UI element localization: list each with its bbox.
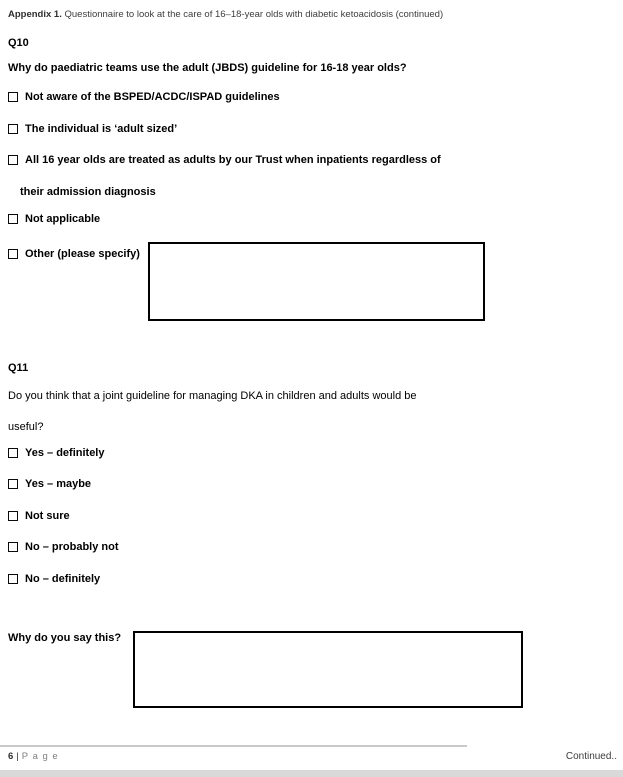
checkbox-icon[interactable] — [8, 574, 18, 584]
q10-option-all-16-continuation: their admission diagnosis — [20, 186, 156, 198]
option-label: The individual is ‘adult sized’ — [25, 123, 178, 135]
checkbox-icon[interactable] — [8, 479, 18, 489]
checkbox-icon[interactable] — [8, 542, 18, 552]
q10-question: Why do paediatric teams use the adult (JBDS) guideline for 16-18 year olds? — [8, 62, 407, 74]
q11-reason-textbox[interactable] — [133, 631, 523, 708]
q11-question-line2: useful? — [8, 421, 44, 433]
option-label: Not applicable — [25, 213, 101, 225]
q11-followup-label: Why do you say this? — [8, 632, 122, 644]
checkbox-icon[interactable] — [8, 155, 18, 165]
appendix-caption — [8, 9, 443, 20]
q10-option-other — [8, 247, 140, 261]
q11-question-line1: Do you think that a joint guideline for managing DKA in children and adults would be — [8, 390, 417, 402]
q11-option-no-definitely — [8, 572, 100, 586]
footer-page-indicator — [8, 751, 59, 762]
page-separator: | — [16, 751, 19, 762]
q10-option-not-aware — [8, 90, 280, 104]
appendix-label: Appendix 1. — [8, 9, 62, 20]
q11-option-not-sure — [8, 509, 70, 523]
q10-option-adult-sized — [8, 122, 177, 136]
page-bottom-edge — [0, 770, 623, 777]
appendix-caption-text: Questionnaire to look at the care of 16–18-year olds with diabetic ketoacidosis (continued) — [61, 9, 444, 20]
checkbox-icon[interactable] — [8, 214, 18, 224]
option-label: Other (please specify) — [25, 248, 140, 260]
option-label: Not aware of the BSPED/ACDC/ISPAD guidelines — [25, 91, 280, 103]
q10-id: Q10 — [8, 37, 29, 49]
checkbox-icon[interactable] — [8, 448, 18, 458]
q11-id: Q11 — [8, 362, 29, 374]
page-number: 6 — [8, 751, 14, 762]
checkbox-icon[interactable] — [8, 511, 18, 521]
option-label: No – probably not — [25, 541, 119, 553]
footer-divider — [0, 745, 467, 747]
q11-option-no-probably-not — [8, 540, 119, 554]
page-label: P a g e — [21, 751, 59, 762]
checkbox-icon[interactable] — [8, 92, 18, 102]
q10-other-textbox[interactable] — [148, 242, 485, 321]
option-label: All 16 year olds are treated as adults by our Trust when inpatients regardless of — [25, 154, 441, 166]
q11-option-yes-maybe — [8, 477, 91, 491]
continued-note: Continued.. — [565, 751, 617, 762]
option-label: No – definitely — [25, 573, 101, 585]
option-label: Not sure — [25, 510, 70, 522]
checkbox-icon[interactable] — [8, 124, 18, 134]
checkbox-icon[interactable] — [8, 249, 18, 259]
q11-option-yes-definitely — [8, 446, 104, 460]
option-label: Yes – definitely — [25, 447, 105, 459]
q10-option-all-16 — [8, 153, 441, 167]
q10-option-not-applicable — [8, 212, 100, 226]
option-label: Yes – maybe — [25, 478, 92, 490]
